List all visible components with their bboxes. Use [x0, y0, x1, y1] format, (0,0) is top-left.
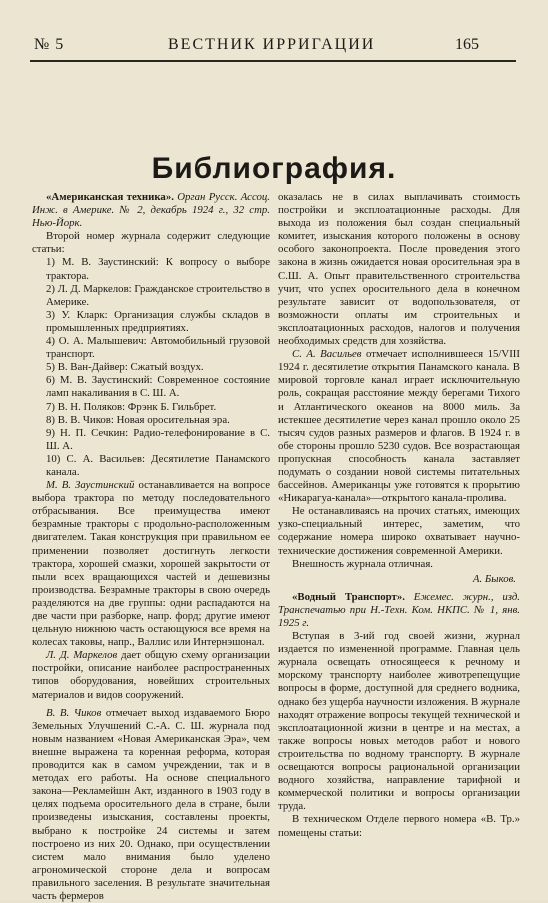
paragraph: Не останавливаясь на прочих статьях, имеющих узко-специальный интерес, заметим, что содержание номера широко охватывает научно-технические достижения современной Америки. — [278, 505, 520, 557]
section-title: Библиография. — [151, 152, 397, 185]
article-list-item: 9) Н. П. Сечкин: Радио-телефонирование в С. Ш. А. — [46, 426, 270, 452]
article-list-item: 7) В. Н. Поляков: Фрэнк Б. Гильбрет. — [46, 400, 217, 413]
paragraph — [32, 707, 270, 903]
journal-title: ВЕСТНИК ИРРИГАЦИИ — [168, 36, 376, 53]
review-1-journal-name: «Американская техника». — [46, 191, 174, 203]
page-number: 165 — [455, 36, 479, 53]
article-list-item: 1) М. В. Заустинский: К вопросу о выборе трактора. — [46, 256, 270, 282]
header-rule — [30, 60, 516, 62]
article-list-item: 4) О. А. Малышевич: Автомобильный грузовой транспорт. — [46, 335, 270, 361]
paragraph: Вступая в 3-ий год своей жизни, журнал издается по измененной программе. Главная цель журнала освещать относящееся к речному и морскому транспорту наиболее животрепещущие вопросы в форме, доступной для среднего водника, однако без ущерба научности изложения. В журнале находят отражение вопросы текущей технической и эксплоатационной жизни в центре и на местах, а также вопросы новых методов работ и нового строительства по водному транспорту. В журнале освещаются вопросы рациональной организации водного хозяйства, направление тарифной и коммерческой политики и вопросы организации труда. — [278, 630, 520, 813]
author-name: С. А. Васильев — [292, 348, 362, 361]
paragraph-text: дает общую схему организации постройки, описание наиболее распространенных типов оборудования, новейших строительных материалов и видов сооружений. — [32, 649, 270, 701]
paragraph-text: отмечает выход издаваемого Бюро Земельных Улучшений С.-А. С. Ш. журнала под новым названием «Новая Американская Эра», чем внешне выражена та коренная реформа, которая проводится как в самом учреждении, так и в методах его работы. На основе специального закона—Рекламейшн Акт, изданного в 1903 году в целях подъема оросительного дела в стране, были произведены изыскания, составлены проекты, выбрано к постройке 24 системы и затем построено из них 20. Однако, при осуществлении систем мало внимания было уделено агрономической стороне дела и вопросам правильного заселения. В результате значительная часть фермеров — [32, 706, 270, 902]
paragraph: оказалась не в силах выплачивать стоимость постройки и эксплоатационные расходы. Для выхода из положения был создан специальный комитет, изыскания которого положены в основу особого законопроекта. После проведения этого закона в жизнь ожидается новая оросительная эра в С.Ш. А. Опыт правительственного строительства учит, что успех оросительного дела в конечном результате зависит от водопользователя, от возможности оплаты им строительных и эксплоатационных расходов, налогов и получения необходимых средств для хозяйства. — [278, 191, 520, 348]
review-2-heading — [278, 591, 520, 630]
author-name: М. В. Заустинский — [46, 479, 135, 492]
issue-number: № 5 — [34, 36, 65, 53]
paragraph: В техническом Отделе первого номера «В. Тр.» помещены статьи: — [278, 813, 520, 839]
article-list-item: 6) М. В. Заустинский: Современное состояние ламп накаливания в С. Ш. А. — [46, 374, 270, 400]
reviewer-signature: А. Быков. — [472, 572, 516, 585]
paragraph — [32, 649, 270, 701]
review-1-heading — [32, 191, 270, 230]
running-header — [0, 36, 548, 56]
review-2-journal-name: «Водный Транспорт». — [292, 590, 405, 603]
paragraph-text: отмечает исполнившееся 15/VIII 1924 г. десятилетие открытия Панамского канала. В мировой торговле канал играет исключительную роль, сокращая расстояние между берегами Тихого и Атлантического океанов на 8000 миль. За истекшее десятилетие через канал прошло около 25 тысяч судов разных размеров и флагов. В 1924 г. в обе стороны прошло 5230 судов. Все возрастающая пропускная способность канала заставляет подумать о создании новой системы питательных бассейнов. Американцы уже готовятся к прорытию «Никарагуа-канала»—открытого канала-пролива. — [278, 348, 520, 505]
article-list-item: 3) У. Кларк: Организация службы складов в промышленных предприятиях. — [46, 308, 270, 334]
paragraph — [278, 348, 520, 505]
article-list-item: 8) В. В. Чиков: Новая оросительная эра. — [46, 413, 230, 426]
review-2-imprint: Ежемес. журн., изд. Транспечатью при Н.-Техн. Ком. НКПС. № 1, янв. 1925 г. — [278, 590, 520, 629]
article-list-item: 10) С. А. Васильев: Десятилетие Панамского канала. — [46, 452, 270, 478]
review-1-imprint: Орган Русск. Ассоц. Инж. в Америке. № 2, декабрь 1924 г., 32 стр. Нью-Йорк. — [32, 191, 270, 230]
review-1-intro: Второй номер журнала содержит следующие статьи: — [32, 230, 270, 256]
right-column — [278, 191, 520, 840]
article-list-item: 5) В. Ван-Дайвер: Сжатый воздух. — [46, 361, 204, 374]
paragraph: Внешность журнала отличная. — [292, 557, 434, 570]
article-list — [32, 256, 270, 479]
paragraph — [32, 479, 270, 649]
left-column — [32, 191, 270, 903]
author-name: В. В. Чиков — [46, 706, 102, 719]
article-list-item: 2) Л. Д. Маркелов: Гражданское строительство в Америке. — [46, 282, 270, 308]
author-name: Л. Д. Маркелов — [46, 649, 118, 662]
paragraph-text: останавливается на вопросе выбора трактора по методу последовательного отбрасывания. Все преимущества имеют безрамные тракторы с продольно-расположенным двигателем. Такая конструкция при правильном ее применении позволяет достигнуть легкости трактора, хорошей смазки, хорошей закрытости от пыли всех вращающихся частей и дешевизны производства. Безрамные тракторы в свою очередь разделяются на две группы: одни распадаются на две части при разборке, напр. форд; другие имеют цельную нижнюю часть остающуюся все время на колесах таковы, напр., Валлис или Интернэшонал. — [32, 479, 270, 649]
